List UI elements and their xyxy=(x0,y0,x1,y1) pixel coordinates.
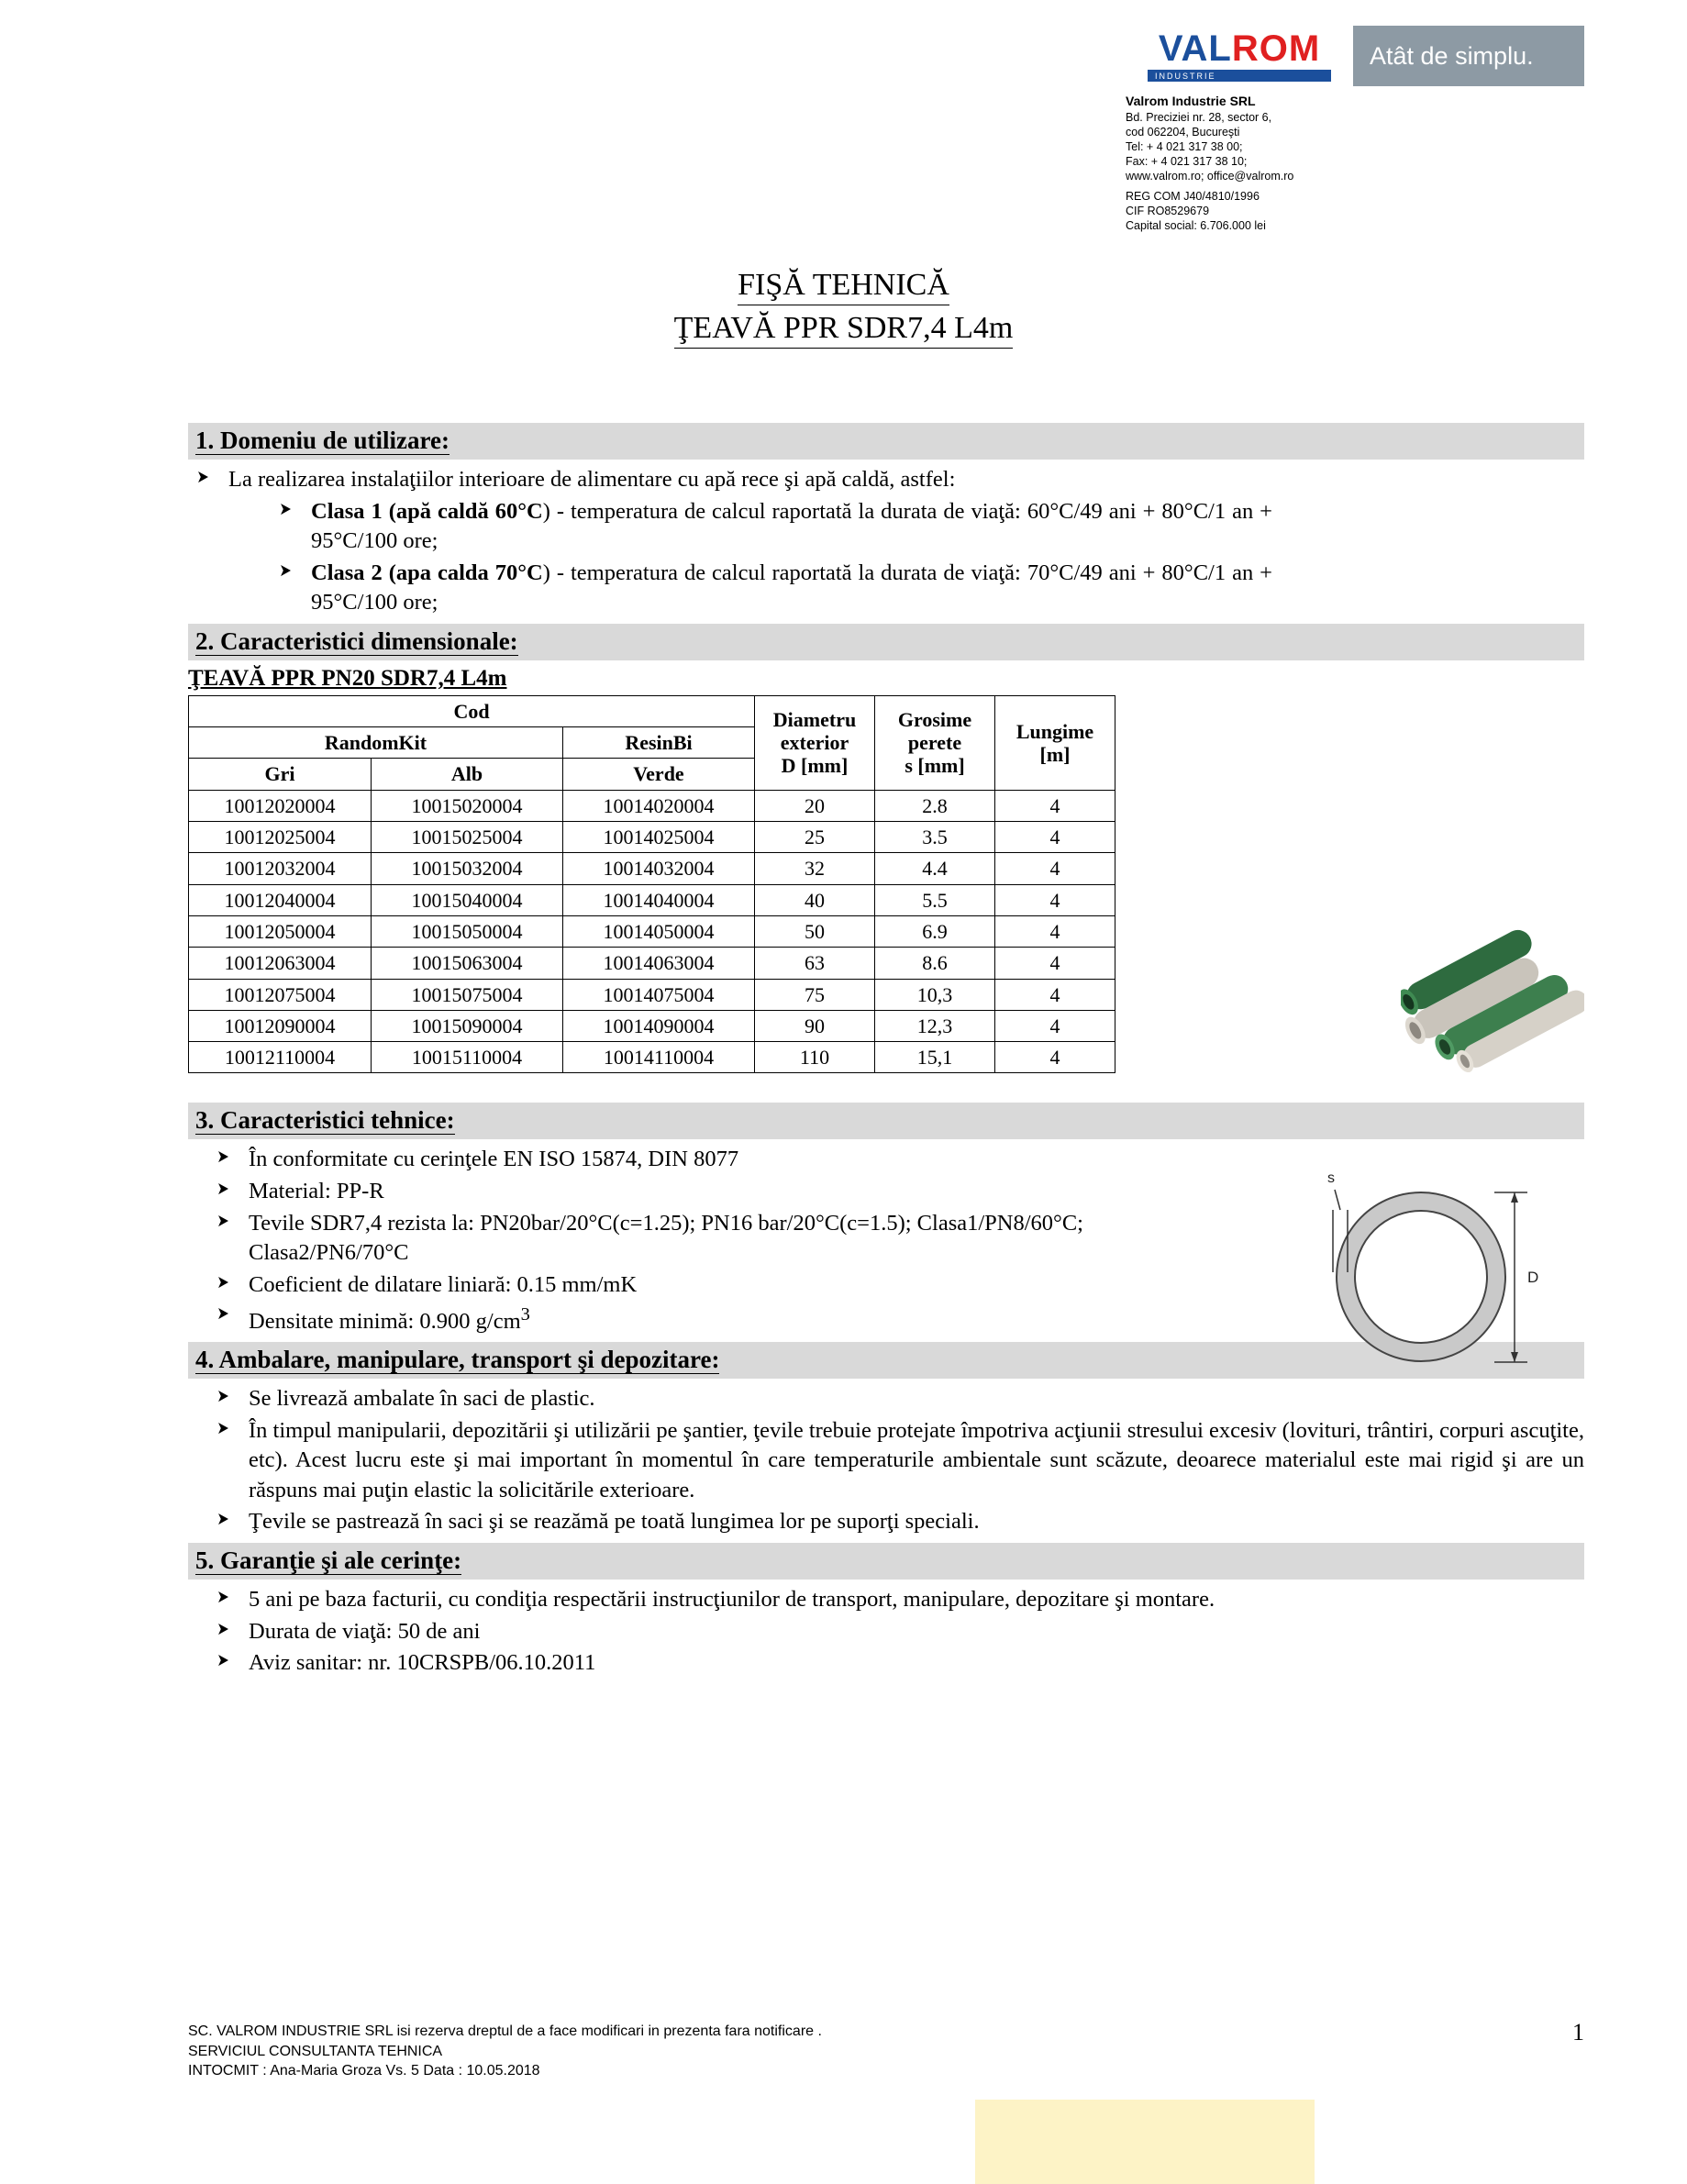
cell-gri: 10012040004 xyxy=(189,884,372,915)
cell-length: 4 xyxy=(995,979,1115,1010)
cell-thickness: 3.5 xyxy=(875,822,995,853)
cell-length: 4 xyxy=(995,1042,1115,1073)
table-row xyxy=(189,979,1115,1010)
label-d: D xyxy=(1527,1269,1539,1286)
cell-gri: 10012025004 xyxy=(189,822,372,853)
valrom-logo xyxy=(1126,26,1353,86)
cell-length: 4 xyxy=(995,948,1115,979)
company-reg: REG COM J40/4810/1996 xyxy=(1126,189,1260,203)
header-thickness xyxy=(875,695,995,790)
cell-verde: 10014063004 xyxy=(563,948,755,979)
cell-thickness: 5.5 xyxy=(875,884,995,915)
logo-block xyxy=(1126,26,1584,233)
brand-first: VAL xyxy=(1158,28,1232,69)
section-1-class-list xyxy=(271,497,1584,618)
header-resinbi: ResinBi xyxy=(563,727,755,759)
table-subtitle: ŢEAVĂ PPR PN20 SDR7,4 L4m xyxy=(188,665,507,691)
tech-item-5: Densitate minimă: 0.900 $g/cm^3$ xyxy=(249,1303,530,1334)
warranty-item-3: Aviz sanitar: nr. 10CRSPB/06.10.2011 xyxy=(249,1650,596,1676)
header-thickness-l3: s [mm] xyxy=(905,754,965,778)
section-heading-2 xyxy=(188,624,1584,660)
cell-gri: 10012075004 xyxy=(189,979,372,1010)
cell-verde: 10014075004 xyxy=(563,979,755,1010)
header-length-l2: [m] xyxy=(1039,742,1071,766)
cell-diameter: 75 xyxy=(755,979,875,1010)
cell-length: 4 xyxy=(995,915,1115,947)
cell-verde: 10014020004 xyxy=(563,790,755,821)
table-body xyxy=(189,790,1115,1073)
label-s: s xyxy=(1327,1170,1335,1186)
pack-item-1: Se livrează ambalate în saci de plastic. xyxy=(249,1386,595,1412)
table-row xyxy=(189,1042,1115,1073)
page-number: 1 xyxy=(1572,2019,1584,2045)
valrom-wordmark xyxy=(1159,30,1320,67)
header-diameter-l3: D [mm] xyxy=(781,754,849,778)
cell-verde: 10014032004 xyxy=(563,853,755,884)
company-web: www.valrom.ro; office@valrom.ro xyxy=(1126,169,1294,183)
company-cif: CIF RO8529679 xyxy=(1126,204,1210,217)
page-title xyxy=(0,266,1687,349)
list-item xyxy=(208,1507,1584,1537)
cell-alb: 10015025004 xyxy=(372,822,563,853)
cell-length: 4 xyxy=(995,822,1115,853)
pipes-photo xyxy=(1401,926,1584,1073)
company-address1: Bd. Preciziei nr. 28, sector 6, xyxy=(1126,110,1272,124)
table-row xyxy=(189,822,1115,853)
class-1-label: Clasa 1 (apă caldă 60°C xyxy=(311,498,543,524)
company-tel: Tel: + 4 021 317 38 00; xyxy=(1126,139,1243,153)
cell-gri: 10012032004 xyxy=(189,853,372,884)
tech-item-3: Tevile SDR7,4 rezista la: PN20bar/20°C(c=1.25); PN16 bar/20°C(c=1.5); Clasa1/PN8/60°C; Clasa2/PN6/70°C xyxy=(249,1210,1083,1266)
table-row xyxy=(189,1010,1115,1041)
list-item xyxy=(208,1585,1584,1615)
pack-item-3: Ţevile se pastrează în saci şi se reazămă pe toată lungimea lor pe suporţi speciali. xyxy=(249,1509,980,1535)
section-heading-4-text: 4. Ambalare, manipulare, transport şi depozitare: xyxy=(195,1346,720,1374)
cell-alb: 10015032004 xyxy=(372,853,563,884)
header-alb: Alb xyxy=(372,759,563,790)
section-1-list xyxy=(188,465,1584,495)
header-thickness-l1: Grosime xyxy=(897,707,972,731)
class-2-label: Clasa 2 (apa calda 70°C xyxy=(311,560,543,585)
cell-thickness: 8.6 xyxy=(875,948,995,979)
section-heading-1 xyxy=(188,423,1584,460)
header-gri: Gri xyxy=(189,759,372,790)
title-line-1: FIŞĂ TEHNICĂ xyxy=(738,266,949,305)
section-4-list xyxy=(208,1384,1584,1537)
table-head xyxy=(189,695,1115,790)
list-item xyxy=(208,1416,1584,1506)
tech-item-1: În conformitate cu cerinţele EN ISO 15874, DIN 8077 xyxy=(249,1147,739,1172)
cell-thickness: 2.8 xyxy=(875,790,995,821)
tech-item-2: Material: PP-R xyxy=(249,1179,384,1204)
cell-length: 4 xyxy=(995,884,1115,915)
cell-alb: 10015090004 xyxy=(372,1010,563,1041)
footer-line-2: SERVICIUL CONSULTANTA TEHNICA xyxy=(188,2043,443,2059)
document-body xyxy=(188,417,1584,1680)
section-heading-3 xyxy=(188,1103,1584,1139)
cell-verde: 10014040004 xyxy=(563,884,755,915)
document-header xyxy=(0,0,1687,248)
cell-diameter: 20 xyxy=(755,790,875,821)
warranty-item-1: 5 ani pe baza facturii, cu condiţia respectării instrucţiunilor de transport, manipulare, depozitare şi montare. xyxy=(249,1586,1215,1612)
document-footer xyxy=(188,2022,1584,2081)
cell-length: 4 xyxy=(995,1010,1115,1041)
cell-alb: 10015040004 xyxy=(372,884,563,915)
class-2-text: ) - temperatura de calcul raportată la durata de viaţă: 70°C/49 ani + 80°C/1 an + 95°C/100 ore; xyxy=(311,560,1272,615)
cell-diameter: 110 xyxy=(755,1042,875,1073)
header-diameter-l1: Diametru xyxy=(772,707,857,731)
cell-verde: 10014025004 xyxy=(563,822,755,853)
cell-gri: 10012063004 xyxy=(189,948,372,979)
section-heading-5 xyxy=(188,1543,1584,1580)
header-cod: Cod xyxy=(189,695,755,726)
footer-line-1: SC. VALROM INDUSTRIE SRL isi rezerva dreptul de a face modificari in prezenta fara notificare . xyxy=(188,2023,822,2040)
cell-alb: 10015050004 xyxy=(372,915,563,947)
cell-thickness: 15,1 xyxy=(875,1042,995,1073)
footer-line-3: INTOCMIT : Ana-Maria Groza Vs. 5 Data : 10.05.2018 xyxy=(188,2063,540,2079)
cell-length: 4 xyxy=(995,790,1115,821)
header-diameter-l2: exterior xyxy=(780,731,849,755)
list-item xyxy=(208,1617,1584,1647)
section-heading-5-text: 5. Garanţie şi ale cerinţe: xyxy=(195,1546,462,1574)
table-header-row-1 xyxy=(189,695,1115,726)
section-heading-2-text: 2. Caracteristici dimensionale: xyxy=(195,626,518,655)
cell-diameter: 25 xyxy=(755,822,875,853)
valrom-industrie-bar xyxy=(1148,70,1331,82)
company-address2: cod 062204, Bucureşti xyxy=(1126,125,1240,139)
cell-verde: 10014090004 xyxy=(563,1010,755,1041)
cell-gri: 10012110004 xyxy=(189,1042,372,1073)
list-item xyxy=(271,497,1584,557)
table-row xyxy=(189,915,1115,947)
cell-thickness: 12,3 xyxy=(875,1010,995,1041)
dimensions-table xyxy=(188,695,1115,1074)
table-row xyxy=(189,790,1115,821)
header-thickness-l2: perete xyxy=(907,731,962,755)
header-verde: Verde xyxy=(563,759,755,790)
header-length-l1: Lungime xyxy=(1016,719,1094,743)
header-randomkit: RandomKit xyxy=(189,727,563,759)
cell-diameter: 63 xyxy=(755,948,875,979)
cell-alb: 10015020004 xyxy=(372,790,563,821)
cell-thickness: 10,3 xyxy=(875,979,995,1010)
list-item xyxy=(271,559,1584,618)
cell-diameter: 32 xyxy=(755,853,875,884)
list-item xyxy=(188,465,1584,495)
cell-gri: 10012020004 xyxy=(189,790,372,821)
cell-verde: 10014050004 xyxy=(563,915,755,947)
cell-alb: 10015075004 xyxy=(372,979,563,1010)
company-capital: Capital social: 6.706.000 lei xyxy=(1126,218,1266,232)
valrom-industrie-label: INDUSTRIE xyxy=(1155,71,1216,81)
warranty-item-2: Durata de viaţă: 50 de ani xyxy=(249,1618,481,1644)
section-heading-1-text: 1. Domeniu de utilizare: xyxy=(195,427,449,454)
list-item xyxy=(208,1384,1584,1414)
cell-thickness: 4.4 xyxy=(875,853,995,884)
cross-section-svg xyxy=(1302,1162,1577,1378)
cell-alb: 10015110004 xyxy=(372,1042,563,1073)
company-fax: Fax: + 4 021 317 38 10; xyxy=(1126,154,1248,168)
cell-gri: 10012090004 xyxy=(189,1010,372,1041)
brand-second: ROM xyxy=(1231,28,1321,69)
list-item xyxy=(208,1648,1584,1679)
table-row xyxy=(189,884,1115,915)
title-line-2: ŢEAVĂ PPR SDR7,4 L4m xyxy=(674,309,1014,349)
cell-diameter: 90 xyxy=(755,1010,875,1041)
table-row xyxy=(189,853,1115,884)
header-diameter xyxy=(755,695,875,790)
pipes-illustration xyxy=(1401,926,1584,1073)
pipe-cross-section-diagram xyxy=(1302,1162,1577,1378)
section-1-intro: La realizarea instalaţiilor interioare de alimentare cu apă rece şi apă caldă, astfel: xyxy=(228,467,956,492)
cell-verde: 10014110004 xyxy=(563,1042,755,1073)
cell-gri: 10012050004 xyxy=(189,915,372,947)
highlight-box xyxy=(975,2100,1315,2184)
class-1-text: ) - temperatura de calcul raportată la durata de viaţă: 60°C/49 ani + 80°C/1 an + 95°C/100 ore; xyxy=(311,498,1272,554)
spacer xyxy=(188,1073,1584,1097)
cell-diameter: 40 xyxy=(755,884,875,915)
section-heading-3-text: 3. Caracteristici tehnice: xyxy=(195,1106,455,1135)
cell-diameter: 50 xyxy=(755,915,875,947)
tech-item-4: Coeficient de dilatare liniară: 0.15 mm/mK xyxy=(249,1271,638,1297)
cell-thickness: 6.9 xyxy=(875,915,995,947)
company-info xyxy=(1126,94,1584,233)
section-5-list xyxy=(208,1585,1584,1679)
slogan: Atât de simplu. xyxy=(1353,26,1584,86)
table-row xyxy=(189,948,1115,979)
cell-alb: 10015063004 xyxy=(372,948,563,979)
pack-item-2: În timpul manipularii, depozitării şi utilizării pe şantier, ţevile trebuie protejate împotriva acţiunii stresului excesiv (lovituri, trântiri, corpuri ascuţite, etc). Acest lucru este şi mai important în momentul în care temperaturile ambientale sunt scăzute, deoarece materialul este mai rigid şi are un răspuns mai puţin elastic la solicitările exterioare. xyxy=(249,1417,1584,1502)
header-length xyxy=(995,695,1115,790)
cell-length: 4 xyxy=(995,853,1115,884)
company-name: Valrom Industrie SRL xyxy=(1126,94,1256,108)
logo-row xyxy=(1126,26,1584,86)
